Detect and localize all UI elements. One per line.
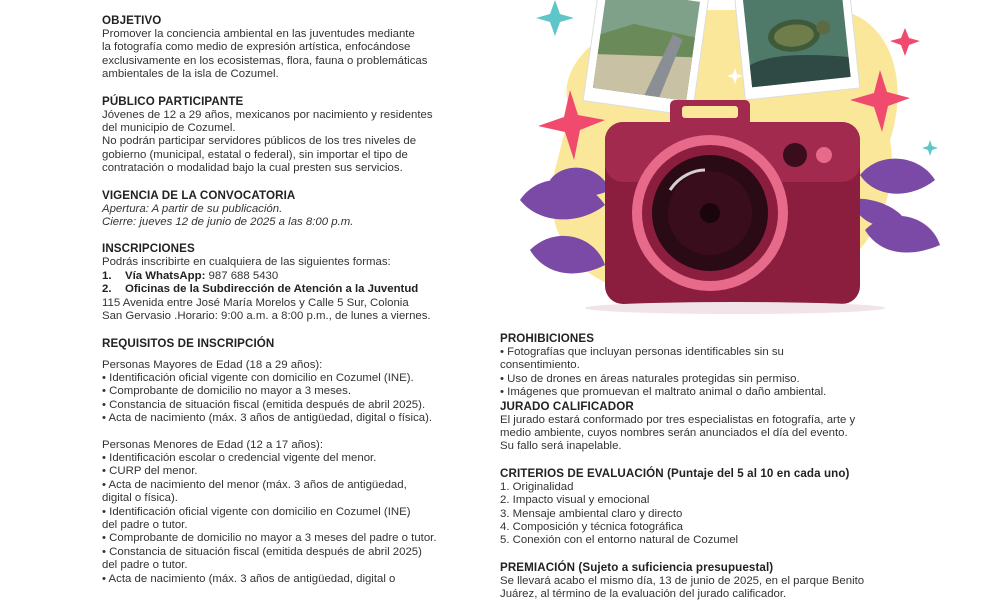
publico-line: gobierno (municipal, estatal o federal), sin importar el tipo de [102, 148, 408, 161]
prohibiciones-item: • Imágenes que promuevan el maltrato animal o daño ambiental. [500, 386, 827, 399]
premiacion-title: PREMIACIÓN (Sujeto a suficiencia presupuestal) [500, 560, 774, 574]
menores-title: Personas Menores de Edad (12 a 17 años): [102, 438, 323, 451]
menores-item: digital o física). [102, 492, 178, 505]
menores-item: • Acta de nacimiento del menor (máx. 3 años de antigüedad, [102, 478, 407, 491]
jurado-line: medio ambiente, cuyos nombres serán anunciados el día del evento. [500, 427, 848, 440]
objetivo-title: OBJETIVO [102, 14, 162, 27]
jurado-title: JURADO CALIFICADOR [500, 399, 634, 413]
address-line: San Gervasio .Horario: 9:00 a.m. a 8:00 p.m., de lunes a viernes. [102, 310, 431, 323]
camera-body [605, 100, 860, 304]
objetivo-line: la fotografía como medio de expresión artística, enfocándose [102, 41, 411, 54]
menores-item: • Comprobante de domicilio no mayor a 3 meses del padre o tutor. [102, 532, 437, 545]
mayores-item: • Identificación oficial vigente con domicilio en Cozumel (INE). [102, 371, 414, 384]
prohibiciones-item: • Fotografías que incluyan personas identificables sin su [500, 346, 784, 358]
star-icon [890, 28, 920, 56]
menores-item: del padre o tutor. [102, 559, 188, 572]
mayores-item: • Acta de nacimiento (máx. 3 años de antigüedad, digital o física). [102, 412, 433, 425]
photo-turtle [734, 0, 860, 100]
mayores-item: • Comprobante de domicilio no mayor a 3 meses. [102, 385, 352, 398]
prohibiciones-title: PROHIBICIONES [500, 332, 595, 345]
whatsapp-number: 987 688 5430 [205, 269, 279, 282]
whatsapp-label: Vía WhatsApp: [125, 269, 206, 282]
menores-item: • CURP del menor. [102, 465, 198, 478]
left-column [102, 14, 474, 586]
option-number: 2. [102, 283, 112, 296]
premiacion-line: Juárez, al término de la evaluación del jurado calificador. [500, 588, 787, 601]
menores-item: • Constancia de situación fiscal (emitida después de abril 2025) [102, 545, 422, 558]
publico-line: contratación o modalidad bajo la cual presten sus servicios. [102, 162, 403, 175]
section-requisitos [102, 337, 474, 587]
section-vigencia [102, 189, 474, 230]
vigencia-apertura: Apertura: A partir de su publicación. [102, 202, 283, 215]
section-publico [102, 95, 474, 176]
camera-illustration [510, 0, 950, 320]
star-icon [536, 0, 574, 36]
criterio-item: 3. Mensaje ambiental claro y directo [500, 507, 683, 520]
inscripcion-option-whatsapp [102, 270, 474, 283]
vigencia-cierre: Cierre: jueves 12 de junio de 2025 a las 8:00 p.m. [102, 216, 354, 229]
publico-line: del municipio de Cozumel. [102, 122, 236, 135]
address-line: 115 Avenida entre José María Morelos y Calle 5 Sur, Colonia [102, 296, 409, 309]
section-objetivo [102, 14, 474, 82]
menores-item: • Identificación oficial vigente con domicilio en Cozumel (INE) [102, 505, 411, 518]
menores-item: • Acta de nacimiento (máx. 3 años de antigüedad, digital o [102, 572, 396, 585]
premiacion-line: Se llevará acabo el mismo día, 13 de junio de 2025, en el parque Benito [500, 574, 865, 587]
inscripciones-intro: Podrás inscribirte en cualquiera de las siguientes formas: [102, 256, 391, 269]
mayores-item: • Constancia de situación fiscal (emitida después de abril 2025). [102, 398, 426, 411]
menores-item: del padre o tutor. [102, 518, 188, 531]
section-jurado [500, 400, 920, 454]
oficinas-label: Oficinas de la Subdirección de Atención a la Juventud [125, 283, 419, 296]
camera-shadow [585, 302, 885, 314]
sparkle-icon [922, 140, 938, 156]
inscripcion-option-oficinas [102, 283, 474, 296]
jurado-line: El jurado estará conformado por tres especialistas en fotografía, arte y [500, 413, 856, 426]
section-inscripciones [102, 242, 474, 323]
section-premiacion [500, 561, 920, 602]
criterio-item: 2. Impacto visual y emocional [500, 494, 650, 507]
mayores-title: Personas Mayores de Edad (18 a 29 años): [102, 358, 323, 371]
objetivo-line: Promover la conciencia ambiental en las juventudes mediante [102, 28, 415, 40]
criterios-title: CRITERIOS DE EVALUACIÓN (Puntaje del 5 al 10 en cada uno) [500, 466, 850, 480]
right-column [500, 332, 920, 602]
publico-title: PÚBLICO PARTICIPANTE [102, 94, 244, 108]
inscripciones-title: INSCRIPCIONES [102, 242, 195, 256]
menores-item: • Identificación escolar o credencial vigente del menor. [102, 451, 377, 464]
vigencia-title: VIGENCIA DE LA CONVOCATORIA [102, 188, 296, 202]
section-criterios [500, 467, 920, 548]
photo-landscape [583, 0, 709, 116]
criterio-item: 5. Conexión con el entorno natural de Cozumel [500, 534, 739, 547]
jurado-line: Su fallo será inapelable. [500, 440, 622, 453]
publico-line: No podrán participar servidores públicos de los tres niveles de [102, 135, 417, 148]
objetivo-line: ambientales de la isla de Cozumel. [102, 68, 279, 81]
requisitos-title: REQUISITOS DE INSCRIPCIÓN [102, 336, 275, 350]
option-number: 1. [102, 269, 112, 282]
section-prohibiciones [500, 332, 920, 400]
prohibiciones-item: consentimiento. [500, 359, 580, 372]
publico-line: Jóvenes de 12 a 29 años, mexicanos por nacimiento y residentes [102, 108, 433, 121]
criterio-item: 1. Originalidad [500, 480, 574, 493]
criterio-item: 4. Composición y técnica fotográfica [500, 521, 683, 534]
objetivo-line: exclusivamente en los ecosistemas, flora, fauna o problemáticas [102, 54, 428, 67]
prohibiciones-item: • Uso de drones en áreas naturales protegidas sin permiso. [500, 372, 800, 385]
